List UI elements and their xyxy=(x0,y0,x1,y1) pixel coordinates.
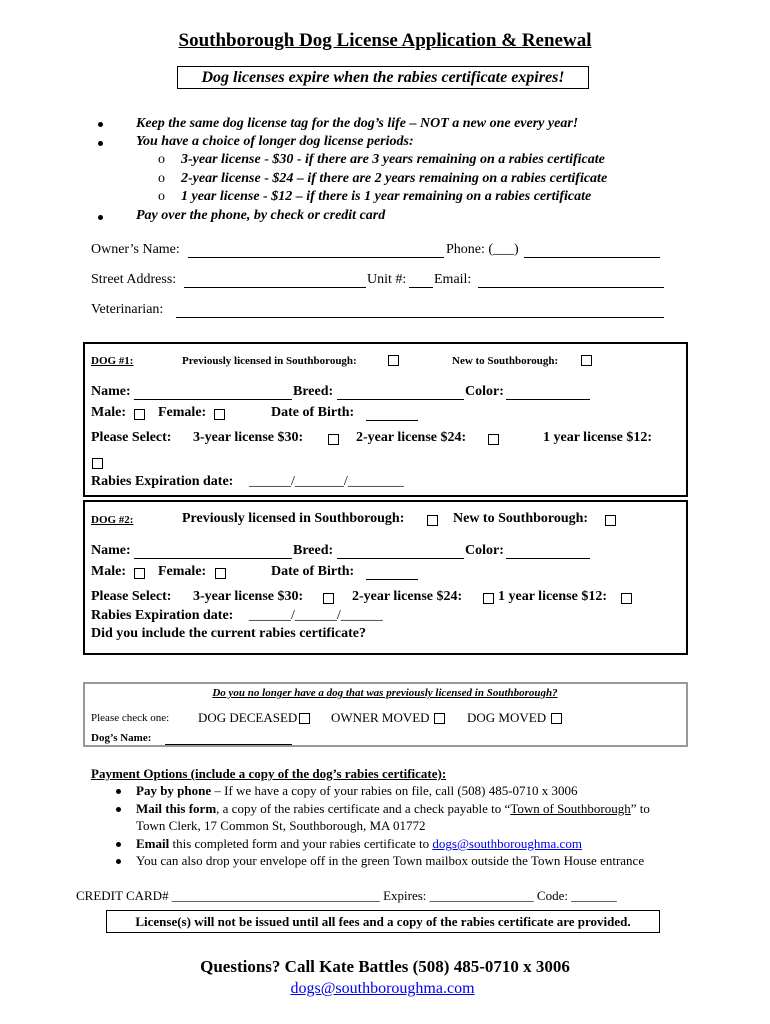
dog2-previously-licensed-checkbox[interactable] xyxy=(427,515,438,526)
dog2-previously-licensed-label: Previously licensed in Southborough: xyxy=(182,511,405,526)
mail-form-text: , a copy of the rabies certificate and a check payable to “ xyxy=(216,801,511,816)
dog2-1year-checkbox[interactable] xyxy=(621,593,632,604)
email-label: Email: xyxy=(434,272,472,287)
no-longer-question: Do you no longer have a dog that was previously licensed in Southborough? xyxy=(212,687,558,699)
dog1-label: DOG #1: xyxy=(91,355,134,367)
expiry-notice: Dog licenses expire when the rabies certificate expires! xyxy=(177,66,589,89)
bullet-dot xyxy=(116,842,121,847)
dog1-name-field[interactable] xyxy=(134,399,292,400)
bullet-dot xyxy=(116,789,121,794)
owner-name-field[interactable] xyxy=(188,257,444,258)
sub-bullet-item: 2-year license - $24 – if there are 2 years remaining on a rabies certificate xyxy=(181,171,608,186)
code-label: Code: xyxy=(536,888,568,903)
street-address-label: Street Address: xyxy=(91,272,177,287)
dog1-rabies-field[interactable]: ______/_______/________ xyxy=(249,474,404,489)
dog2-breed-label: Breed: xyxy=(293,543,334,558)
dog1-dob-field[interactable] xyxy=(366,420,418,421)
email-field[interactable] xyxy=(478,287,664,288)
sub-bullet-marker: o xyxy=(158,171,165,186)
clerk-email-link[interactable]: dogs@southboroughma.com xyxy=(432,836,582,851)
dog2-2year-label: 2-year license $24: xyxy=(352,589,463,604)
dog1-male-label: Male: xyxy=(91,405,126,420)
mail-form-end: ” to xyxy=(630,801,650,816)
questions-contact: Questions? Call Kate Battles (508) 485-0710 x 3006 xyxy=(200,957,570,976)
credit-card-label: CREDIT CARD# xyxy=(76,888,169,903)
bullet-dot xyxy=(98,215,103,220)
dog2-new-checkbox[interactable] xyxy=(605,515,616,526)
please-check-one-label: Please check one: xyxy=(91,712,170,724)
dog2-1year-label: 1 year license $12: xyxy=(498,589,607,604)
dog1-1year-label: 1 year license $12: xyxy=(543,430,652,445)
dog1-3year-label: 3-year license $30: xyxy=(193,430,304,445)
dog-deceased-label: DOG DECEASED xyxy=(198,710,298,725)
dog2-dob-label: Date of Birth: xyxy=(271,564,355,579)
bullet-dot xyxy=(98,122,103,127)
expires-field[interactable]: ________________ xyxy=(429,888,534,903)
dog1-3year-checkbox[interactable] xyxy=(328,434,339,445)
dog2-name-field[interactable] xyxy=(134,558,292,559)
dog2-male-checkbox[interactable] xyxy=(134,568,145,579)
footer-email-link[interactable]: dogs@southboroughma.com xyxy=(290,980,475,997)
bullet-item: Keep the same dog license tag for the dog’s life – NOT a new one every year! xyxy=(136,116,579,131)
dog1-color-field[interactable] xyxy=(506,399,590,400)
dog2-label: DOG #2: xyxy=(91,514,134,526)
code-field[interactable]: _______ xyxy=(571,888,617,903)
dog-moved-label: DOG MOVED xyxy=(467,710,547,725)
dog2-new-label: New to Southborough: xyxy=(453,511,589,526)
expires-label: Expires: xyxy=(383,888,427,903)
mail-address: Town Clerk, 17 Common St, Southborough, MA 01772 xyxy=(136,818,426,833)
mail-form-bold: Mail this form xyxy=(136,801,217,816)
dog1-breed-field[interactable] xyxy=(337,399,464,400)
email-bold: Email xyxy=(136,836,170,851)
dog1-previously-licensed-checkbox[interactable] xyxy=(388,355,399,366)
unit-field[interactable] xyxy=(409,287,433,288)
dog1-rabies-label: Rabies Expiration date: xyxy=(91,474,234,489)
dogs-name-field[interactable] xyxy=(165,744,292,745)
dog2-rabies-included-question: Did you include the current rabies certificate? xyxy=(91,626,367,641)
payment-heading: Payment Options (include a copy of the dog’s rabies certificate): xyxy=(91,766,447,781)
dog2-color-field[interactable] xyxy=(506,558,590,559)
dog2-3year-label: 3-year license $30: xyxy=(193,589,304,604)
dog2-please-select-label: Please Select: xyxy=(91,589,172,604)
issuance-notice: License(s) will not be issued until all fees and a copy of the rabies certificate are provided. xyxy=(106,910,660,933)
dog2-rabies-label: Rabies Expiration date: xyxy=(91,608,234,623)
dog1-new-label: New to Southborough: xyxy=(452,355,559,367)
dog2-rabies-field[interactable]: ______/______/______ xyxy=(249,608,383,623)
bullet-dot xyxy=(116,807,121,812)
dog1-breed-label: Breed: xyxy=(293,384,334,399)
dog1-female-checkbox[interactable] xyxy=(214,409,225,420)
bullet-dot xyxy=(98,141,103,146)
phone-field[interactable] xyxy=(524,257,660,258)
dog2-male-label: Male: xyxy=(91,564,126,579)
dog1-please-select-label: Please Select: xyxy=(91,430,172,445)
dog1-color-label: Color: xyxy=(465,384,504,399)
dogs-name-label: Dog’s Name: xyxy=(91,732,152,744)
dog1-1year-checkbox[interactable] xyxy=(92,458,103,469)
owner-moved-label: OWNER MOVED xyxy=(331,710,430,725)
dog1-male-checkbox[interactable] xyxy=(134,409,145,420)
email-text: this completed form and your rabies certificate to xyxy=(169,836,433,851)
sub-bullet-item: 3-year license - $30 - if there are 3 years remaining on a rabies certificate xyxy=(181,152,605,167)
veterinarian-label: Veterinarian: xyxy=(91,302,164,317)
dog1-2year-checkbox[interactable] xyxy=(488,434,499,445)
drop-off-item: You can also drop your envelope off in the green Town mailbox outside the Town House entrance xyxy=(136,853,645,868)
dog1-dob-label: Date of Birth: xyxy=(271,405,355,420)
sub-bullet-marker: o xyxy=(158,152,165,167)
dog2-female-label: Female: xyxy=(158,564,207,579)
phone-label: Phone: (___) xyxy=(446,242,519,257)
dog2-name-label: Name: xyxy=(91,543,131,558)
dog2-female-checkbox[interactable] xyxy=(215,568,226,579)
bullet-item: Pay over the phone, by check or credit card xyxy=(136,208,386,223)
pay-by-phone-text: – If we have a copy of your rabies on file, call (508) 485-0710 x 3006 xyxy=(211,783,578,798)
dog2-breed-field[interactable] xyxy=(337,558,464,559)
bullet-dot xyxy=(116,859,121,864)
credit-card-row xyxy=(76,888,617,904)
veterinarian-field[interactable] xyxy=(176,317,664,318)
sub-bullet-item: 1 year license - $12 – if there is 1 year remaining on a rabies certificate xyxy=(181,189,592,204)
page-title: Southborough Dog License Application & Renewal xyxy=(178,30,592,51)
dog1-previously-licensed-label: Previously licensed in Southborough: xyxy=(182,355,357,367)
town-payee: Town of Southborough xyxy=(510,801,631,816)
dog-moved-checkbox[interactable] xyxy=(551,713,562,724)
credit-card-field[interactable]: ________________________________ xyxy=(171,888,380,903)
pay-by-phone-item xyxy=(136,783,578,799)
mail-form-item xyxy=(136,801,650,817)
dog2-3year-checkbox[interactable] xyxy=(323,593,334,604)
dog2-dob-field[interactable] xyxy=(366,579,418,580)
bullet-item: You have a choice of longer dog license periods: xyxy=(136,134,414,149)
dog-deceased-checkbox[interactable] xyxy=(299,713,310,724)
email-form-item xyxy=(136,836,582,852)
dog1-new-checkbox[interactable] xyxy=(581,355,592,366)
unit-label: Unit #: xyxy=(367,272,407,287)
owner-name-label: Owner’s Name: xyxy=(91,242,180,257)
dog1-female-label: Female: xyxy=(158,405,207,420)
street-address-field[interactable] xyxy=(184,287,366,288)
dog2-2year-checkbox[interactable] xyxy=(483,593,494,604)
dog1-name-label: Name: xyxy=(91,384,131,399)
sub-bullet-marker: o xyxy=(158,189,165,204)
owner-moved-checkbox[interactable] xyxy=(434,713,445,724)
dog1-2year-label: 2-year license $24: xyxy=(356,430,467,445)
pay-by-phone-bold: Pay by phone xyxy=(136,783,212,798)
dog2-color-label: Color: xyxy=(465,543,504,558)
